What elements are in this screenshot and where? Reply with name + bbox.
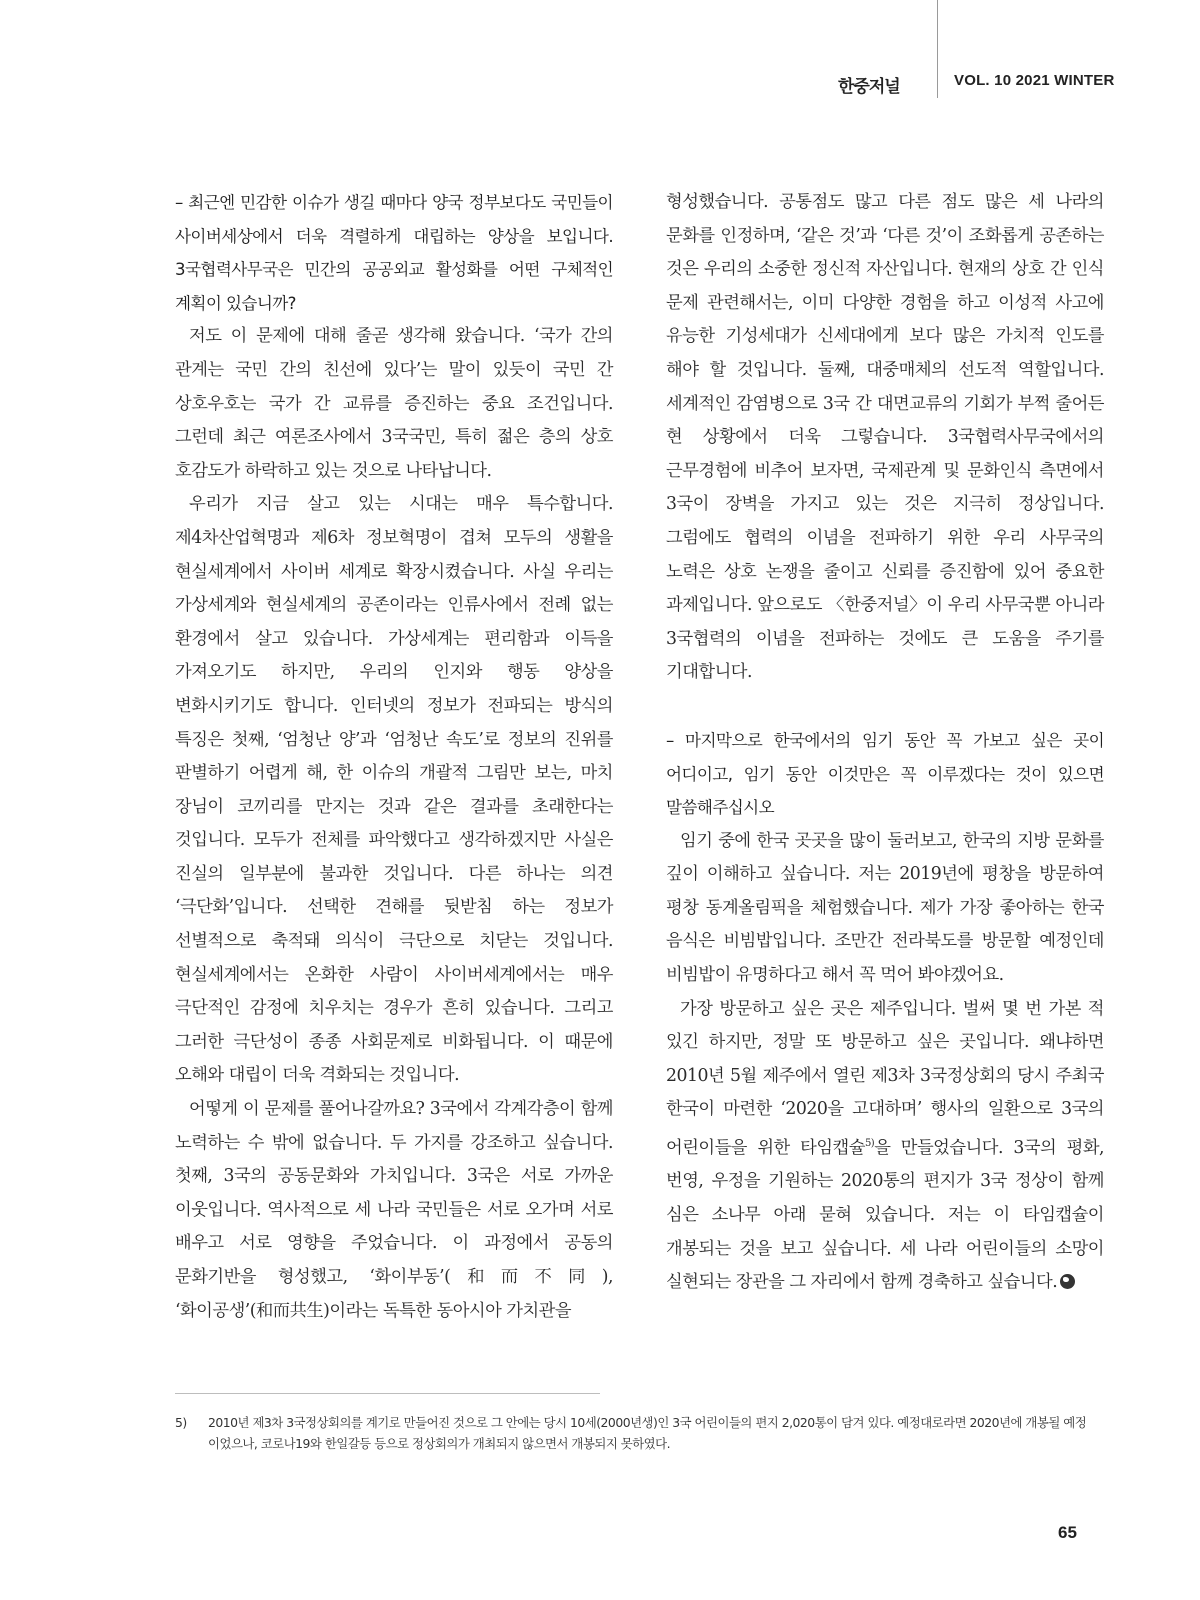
answer-paragraph: 형성했습니다. 공통점도 많고 다른 점도 많은 세 나라의 문화를 인정하며, ‘같은 것’과 ‘다른 것’이 조화롭게 공존하는 것은 우리의 소중한 정신적 자산입니다. 현재의 상호 간 인식 문제 관련해서는, 이미 다양한 경험을 하고 이성적 사고에 유능한 기성세대가 신세대에게 보다 많은 가치적 인도를 해야 할 것입니다. 둘째, 대중매체의 선도적 역할입니다. 세계적인 감염병으로 3국 간 대면교류의 기회가 부쩍 줄어든 현 상황에서 더욱 그렇습니다. 3국협력사무국에서의 근무경험에 비추어 보자면, 국제관계 및 문화인식 측면에서 3국이 장벽을 가지고 있는 것은 지극히 정상입니다. 그럼에도 협력의 이념을 전파하기 위한 우리 사무국의 노력은 상호 논쟁을 줄이고 신뢰를 증진함에 있어 중요한 과제입니다. 앞으로도 〈한중저널〉이 우리 사무국뿐 아니라 3국협력의 이념을 전파하는 것에도 큰 도움을 주기를 기대합니다. bbox=[666, 192, 1104, 683]
answer-paragraph: 어떻게 이 문제를 풀어나갈까요? 3국에서 각계각층이 함께 노력하는 수 밖에 없습니다. 두 가지를 강조하고 싶습니다. 첫째, 3국의 공동문화와 가치입니다. 3국은 서로 가까운 이웃입니다. 역사적으로 세 나라 국민들은 서로 오가며 서로 배우고 서로 영향을 주었습니다. 이 과정에서 공동의 문화기반을 형성했고, ‘화이부동’(和而不同), ‘화이공생’(和而共生)이라는 독특한 동아시아 가치관을 bbox=[175, 1099, 613, 1321]
interview-question: – 마지막으로 한국에서의 임기 동안 꼭 가보고 싶은 곳이 어디이고, 임기 동안 이것만은 꼭 이루겠다는 것이 있으면 말씀해주십시오 bbox=[666, 730, 1104, 818]
paragraph-text: 가장 방문하고 싶은 곳은 제주입니다. 벌써 몇 번 가본 적 있긴 하지만, 정말 또 방문하고 싶은 곳입니다. 왜냐하면 2010년 5월 제주에서 열린 제3차 3국정상회의 당시 주최국 한국이 마련한 ‘2020을 고대하며’ 행사의 일환으로 3국의 어린이들을 위한 타임캡슐 bbox=[666, 998, 1104, 1158]
footnote-number: 5) bbox=[175, 1415, 187, 1430]
page-header bbox=[0, 0, 1200, 110]
answer-paragraph: 우리가 지금 살고 있는 시대는 매우 특수합니다. 제4차산업혁명과 제6차 정보혁명이 겹쳐 모두의 생활을 현실세계에서 사이버 세계로 확장시켰습니다. 사실 우리는 가상세계와 현실세계의 공존이라는 인류사에서 전례 없는 환경에서 살고 있습니다. 가상세계는 편리함과 이득을 가져오기도 하지만, 우리의 인지와 행동 양상을 변화시키기도 합니다. 인터넷의 정보가 전파되는 방식의 특징은 첫째, ‘엄청난 양’과 ‘엄청난 속도’로 정보의 진위를 판별하기 어렵게 해, 한 이슈의 개괄적 그림만 보는, 마치 장님이 코끼리를 만지는 것과 같은 결과를 초래한다는 것입니다. 모두가 전체를 파악했다고 생각하겠지만 사실은 진실의 일부분에 불과한 것입니다. 다른 하나는 의견 ‘극단화’입니다. 선택한 견해를 뒷받침 하는 정보가 선별적으로 축적돼 의식이 극단으로 치닫는 것입니다. 현실세계에서는 온화한 사람이 사이버세계에서는 매우 극단적인 감정에 치우치는 경우가 흔히 있습니다. 그리고 그러한 극단성이 종종 사회문제로 비화됩니다. 이 때문에 오해와 대립이 더욱 격화되는 것입니다. bbox=[175, 494, 613, 1086]
right-column bbox=[666, 186, 1104, 1300]
footnote-text: 2010년 제3차 3국정상회의를 계기로 만들어진 것으로 그 안에는 당시 10세(2000년생)인 3국 어린이들의 편지 2,020통이 담겨 있다. 예정대로라면 2020년에 개봉될 예정이었으나, 코로나19와 한일갈등 등으로 정상회의가 개최되지 않으면서 개봉되지 못하였다. bbox=[208, 1415, 1087, 1451]
interview-question: – 최근엔 민감한 이슈가 생길 때마다 양국 정부보다도 국민들이 사이버세상에서 더욱 격렬하게 대립하는 양상을 보입니다. 3국협력사무국은 민간의 공공외교 활성화를 어떤 구체적인 계획이 있습니까? bbox=[175, 193, 613, 313]
section-spacer bbox=[666, 690, 1104, 724]
magazine-logo: 한중저널 bbox=[838, 77, 900, 97]
paragraph-text: 을 만들었습니다. 3국의 평화, 번영, 우정을 기원하는 2020통의 편지가 3국 정상이 함께 심은 소나무 아래 묻혀 있습니다. 저는 이 타임캡슐이 개봉되는 것을 보고 싶습니다. 세 나라 어린이들의 소망이 실현되는 장관을 그 자리에서 함께 경축하고 싶습니다. bbox=[666, 1137, 1105, 1293]
left-column bbox=[175, 186, 613, 1328]
answer-paragraph: 임기 중에 한국 곳곳을 많이 둘러보고, 한국의 지방 문화를 깊이 이해하고 싶습니다. 저는 2019년에 평창을 방문하여 평창 동계올림픽을 체험했습니다. 제가 가장 좋아하는 한국 음식은 비빔밥입니다. 조만간 전라북도를 방문할 예정인데 비빔밥이 유명하다고 해서 꼭 먹어 봐야겠어요. bbox=[666, 830, 1104, 986]
footnote-divider bbox=[175, 1393, 600, 1394]
globe-icon bbox=[1060, 1274, 1075, 1289]
header-divider bbox=[937, 0, 938, 98]
answer-paragraph: 저도 이 문제에 대해 줄곧 생각해 왔습니다. ‘국가 간의 관계는 국민 간의 친선에 있다’는 말이 있듯이 국민 간 상호우호는 국가 간 교류를 증진하는 중요 조건입니다. 그런데 최근 여론조사에서 3국국민, 특히 젊은 층의 상호 호감도가 하락하고 있는 것으로 나타납니다. bbox=[175, 326, 613, 481]
page-number: 65 bbox=[1058, 1523, 1077, 1542]
footnote bbox=[175, 1412, 1090, 1454]
issue-label: VOL. 10 2021 WINTER bbox=[954, 72, 1115, 89]
answer-paragraph-last bbox=[666, 993, 1104, 1300]
footnote-ref: 5) bbox=[864, 1138, 875, 1150]
